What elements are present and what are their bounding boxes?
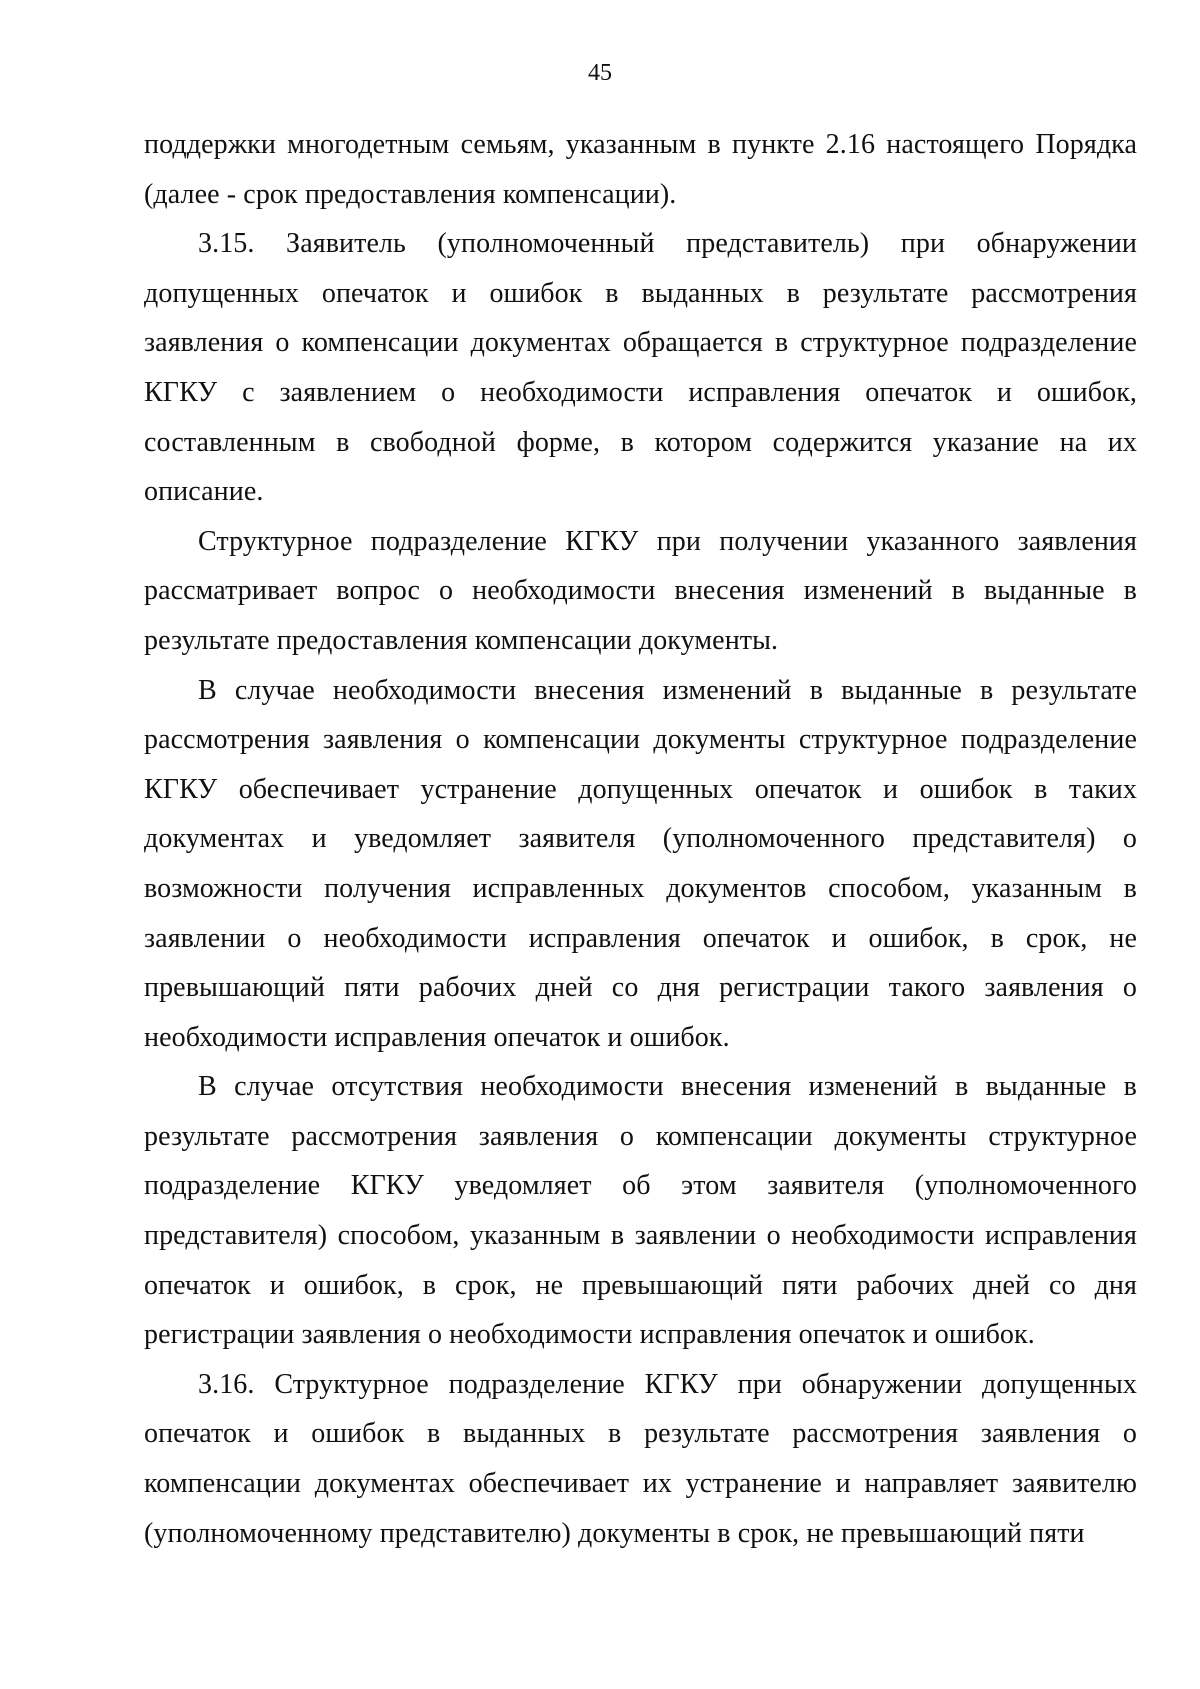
- paragraph-3-15: 3.15. Заявитель (уполномоченный представитель) при обнаружении допущенных опечаток и ошибок в выданных в результате рассмотрения заявления о компенсации документах обращается в структурное подразделение КГКУ с заявлением о необходимости исправления опечаток и ошибок, составленным в свободной форме, в котором содержится указание на их описание.: [144, 228, 1137, 508]
- paragraph-changes-needed: В случае необходимости внесения изменений в выданные в результате рассмотрения заявления о компенсации документы структурное подразделение КГКУ обеспечивает устранение допущенных опечаток и ошибок в таких документах и уведомляет заявителя (уполномоченного представителя) о возможности получения исправленных документов способом, указанным в заявлении о необходимости исправления опечаток и ошибок, в срок, не превышающий пяти рабочих дней со дня регистрации такого заявления о необходимости исправления опечаток и ошибок.: [144, 674, 1137, 1053]
- paragraph-continuation: поддержки многодетным семьям, указанным в пункте 2.16 настоящего Порядка (далее - срок предоставления компенсации).: [144, 129, 1137, 210]
- page-number: 45: [588, 60, 612, 86]
- paragraph-no-changes-needed: В случае отсутствия необходимости внесения изменений в выданные в результате рассмотрения заявления о компенсации документы структурное подразделение КГКУ уведомляет об этом заявителя (уполномоченного представителя) способом, указанным в заявлении о необходимости исправления опечаток и ошибок, в срок, не превышающий пяти рабочих дней со дня регистрации заявления о необходимости исправления опечаток и ошибок.: [144, 1071, 1137, 1351]
- document-body: [144, 120, 1137, 1558]
- paragraph-kgku-review: Структурное подразделение КГКУ при получении указанного заявления рассматривает вопрос о необходимости внесения изменений в выданные в результате предоставления компенсации документы.: [144, 525, 1137, 656]
- paragraph-3-16: 3.16. Структурное подразделение КГКУ при обнаружении допущенных опечаток и ошибок в выданных в результате рассмотрения заявления о компенсации документах обеспечивает их устранение и направляет заявителю (уполномоченному представителю) документы в срок, не превышающий пяти: [144, 1368, 1137, 1549]
